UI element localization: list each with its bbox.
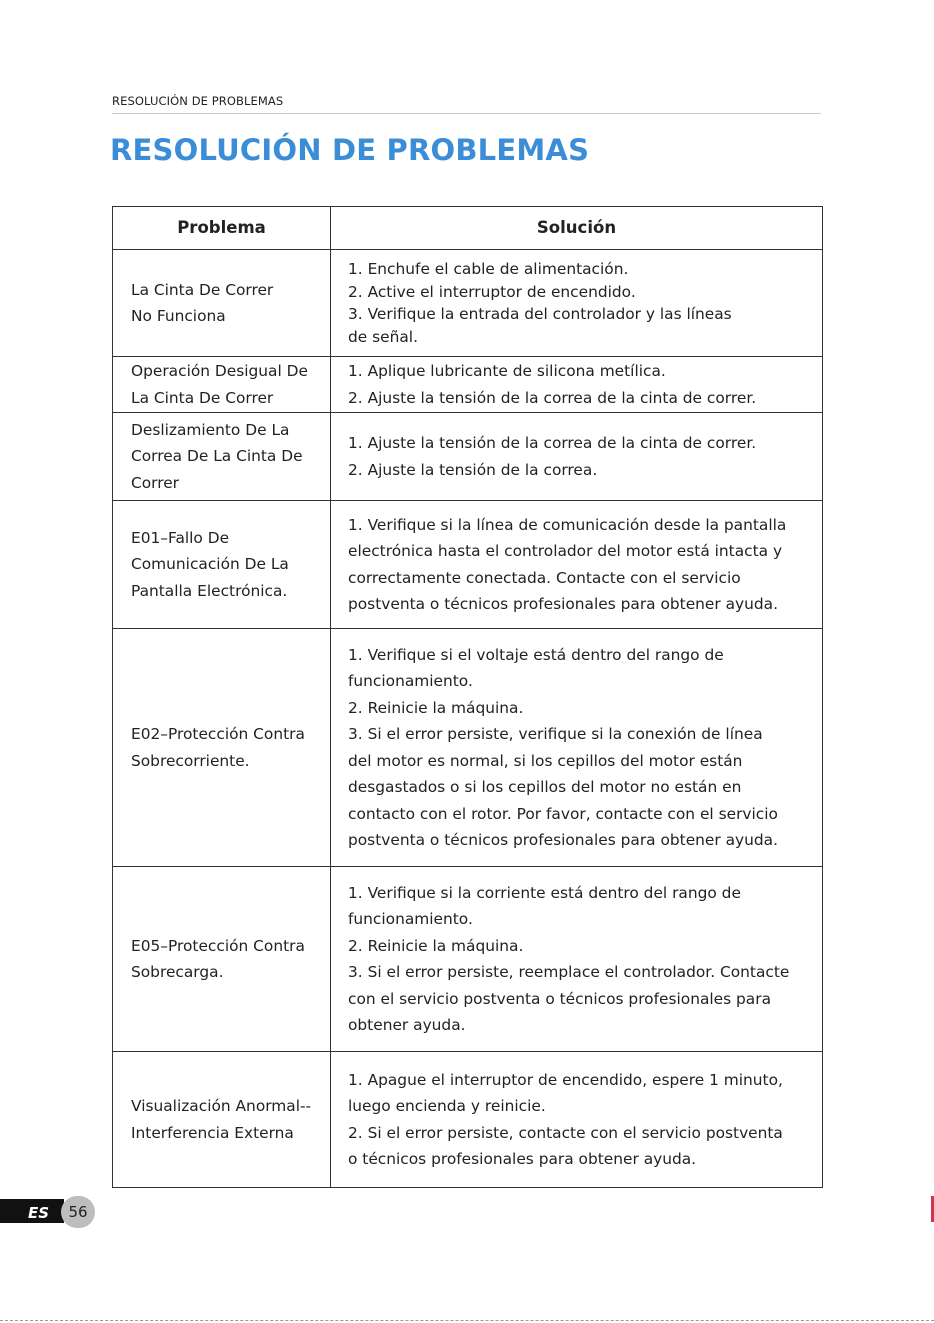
solution-line: 2. Ajuste la tensión de la correa. [348, 460, 598, 479]
problem-cell [113, 413, 331, 501]
solution-line: 1. Apague el interruptor de encendido, espere 1 minuto, [348, 1070, 783, 1089]
solution-line: con el servicio postventa o técnicos profesionales para [348, 989, 772, 1008]
table-row [113, 501, 823, 629]
table-row [113, 629, 823, 867]
solution-line: obtener ayuda. [348, 1016, 466, 1034]
problem-cell [113, 501, 331, 629]
table-row [113, 1052, 823, 1188]
solution-line: funcionamiento. [348, 910, 473, 928]
solution-line: contacto con el rotor. Por favor, contacte con el servicio [348, 804, 778, 823]
solution-line: postventa o técnicos profesionales para obtener ayuda. [348, 595, 779, 613]
solution-line: del motor es normal, si los cepillos del motor están [348, 751, 743, 770]
solution-cell [331, 250, 823, 357]
solution-line: electrónica hasta el controlador del motor está intacta y [348, 542, 783, 560]
solution-line: 1. Ajuste la tensión de la correa de la cinta de correr. [348, 434, 757, 452]
problem-line: Operación Desigual De [131, 362, 308, 380]
problem-line: E05–Protección Contra [131, 936, 305, 955]
column-header-problem: Problema [113, 207, 331, 250]
problem-line: La Cinta De Correr [131, 388, 274, 407]
solution-cell [331, 867, 823, 1052]
page-title: RESOLUCIÓN DE PROBLEMAS [110, 133, 590, 167]
solution-line: correctamente conectada. Contacte con el servicio [348, 568, 741, 587]
solution-line: 1. Aplique lubricante de silicona metílica. [348, 362, 666, 380]
page-number: 56 [61, 1196, 95, 1228]
solution-line: o técnicos profesionales para obtener ayuda. [348, 1150, 697, 1168]
problem-line: Correr [131, 473, 180, 492]
solution-line: 1. Enchufe el cable de alimentación. [348, 260, 629, 278]
problem-cell [113, 357, 331, 413]
solution-cell [331, 413, 823, 501]
solution-line: 2. Si el error persiste, contacte con el servicio postventa [348, 1123, 783, 1142]
running-header: RESOLUCIÓN DE PROBLEMAS [112, 94, 284, 108]
problem-line: Deslizamiento De La [131, 420, 290, 439]
solution-line: 2. Reinicie la máquina. [348, 936, 524, 955]
solution-line: 3. Verifique la entrada del controlador y las líneas [348, 305, 732, 323]
table-row [113, 357, 823, 413]
column-header-solution: Solución [331, 207, 823, 250]
problem-line: Pantalla Electrónica. [131, 581, 288, 600]
problem-cell [113, 1052, 331, 1188]
table-row [113, 867, 823, 1052]
problem-line: Correa De La Cinta De [131, 447, 303, 466]
language-label: ES [28, 1204, 50, 1222]
solution-cell [331, 357, 823, 413]
solution-cell [331, 501, 823, 629]
solution-line: 3. Si el error persiste, verifique si la conexión de línea [348, 725, 763, 743]
table-row [113, 413, 823, 501]
problem-line: E02–Protección Contra [131, 725, 305, 743]
solution-line: postventa o técnicos profesionales para obtener ayuda. [348, 831, 779, 849]
problem-cell [113, 250, 331, 357]
problem-line: E01–Fallo De [131, 528, 230, 547]
problem-line: Sobrecorriente. [131, 751, 250, 770]
solution-line: 1. Verifique si el voltaje está dentro del rango de [348, 645, 724, 664]
problem-line: La Cinta De Correr [131, 280, 274, 299]
solution-line: desgastados o si los cepillos del motor no están en [348, 778, 742, 796]
problem-line: Visualización Anormal-- [131, 1097, 312, 1115]
solution-cell [331, 1052, 823, 1188]
problem-line: Interferencia Externa [131, 1123, 294, 1142]
solution-line: 2. Active el interruptor de encendido. [348, 282, 636, 301]
language-tab [0, 1199, 64, 1223]
solution-cell [331, 629, 823, 867]
header-divider [112, 113, 821, 114]
troubleshooting-table [112, 206, 823, 1188]
solution-line: 2. Ajuste la tensión de la correa de la cinta de correr. [348, 388, 757, 407]
problem-line: Sobrecarga. [131, 963, 224, 981]
table-row [113, 250, 823, 357]
solution-line: luego encienda y reinicie. [348, 1097, 546, 1115]
solution-line: 2. Reinicie la máquina. [348, 698, 524, 717]
solution-line: 1. Verifique si la corriente está dentro del rango de [348, 883, 741, 902]
bottom-trim-line [0, 1320, 934, 1321]
problem-line: Comunicación De La [131, 555, 289, 574]
solution-line: 1. Verifique si la línea de comunicación desde la pantalla [348, 515, 787, 534]
solution-line: 3. Si el error persiste, reemplace el controlador. Contacte [348, 963, 790, 981]
problem-cell [113, 867, 331, 1052]
solution-line: de señal. [348, 327, 418, 346]
problem-line: No Funciona [131, 307, 226, 325]
page-footer-badge [0, 1196, 96, 1228]
solution-line: funcionamiento. [348, 672, 473, 690]
problem-cell [113, 629, 331, 867]
table-header-row [113, 207, 823, 250]
